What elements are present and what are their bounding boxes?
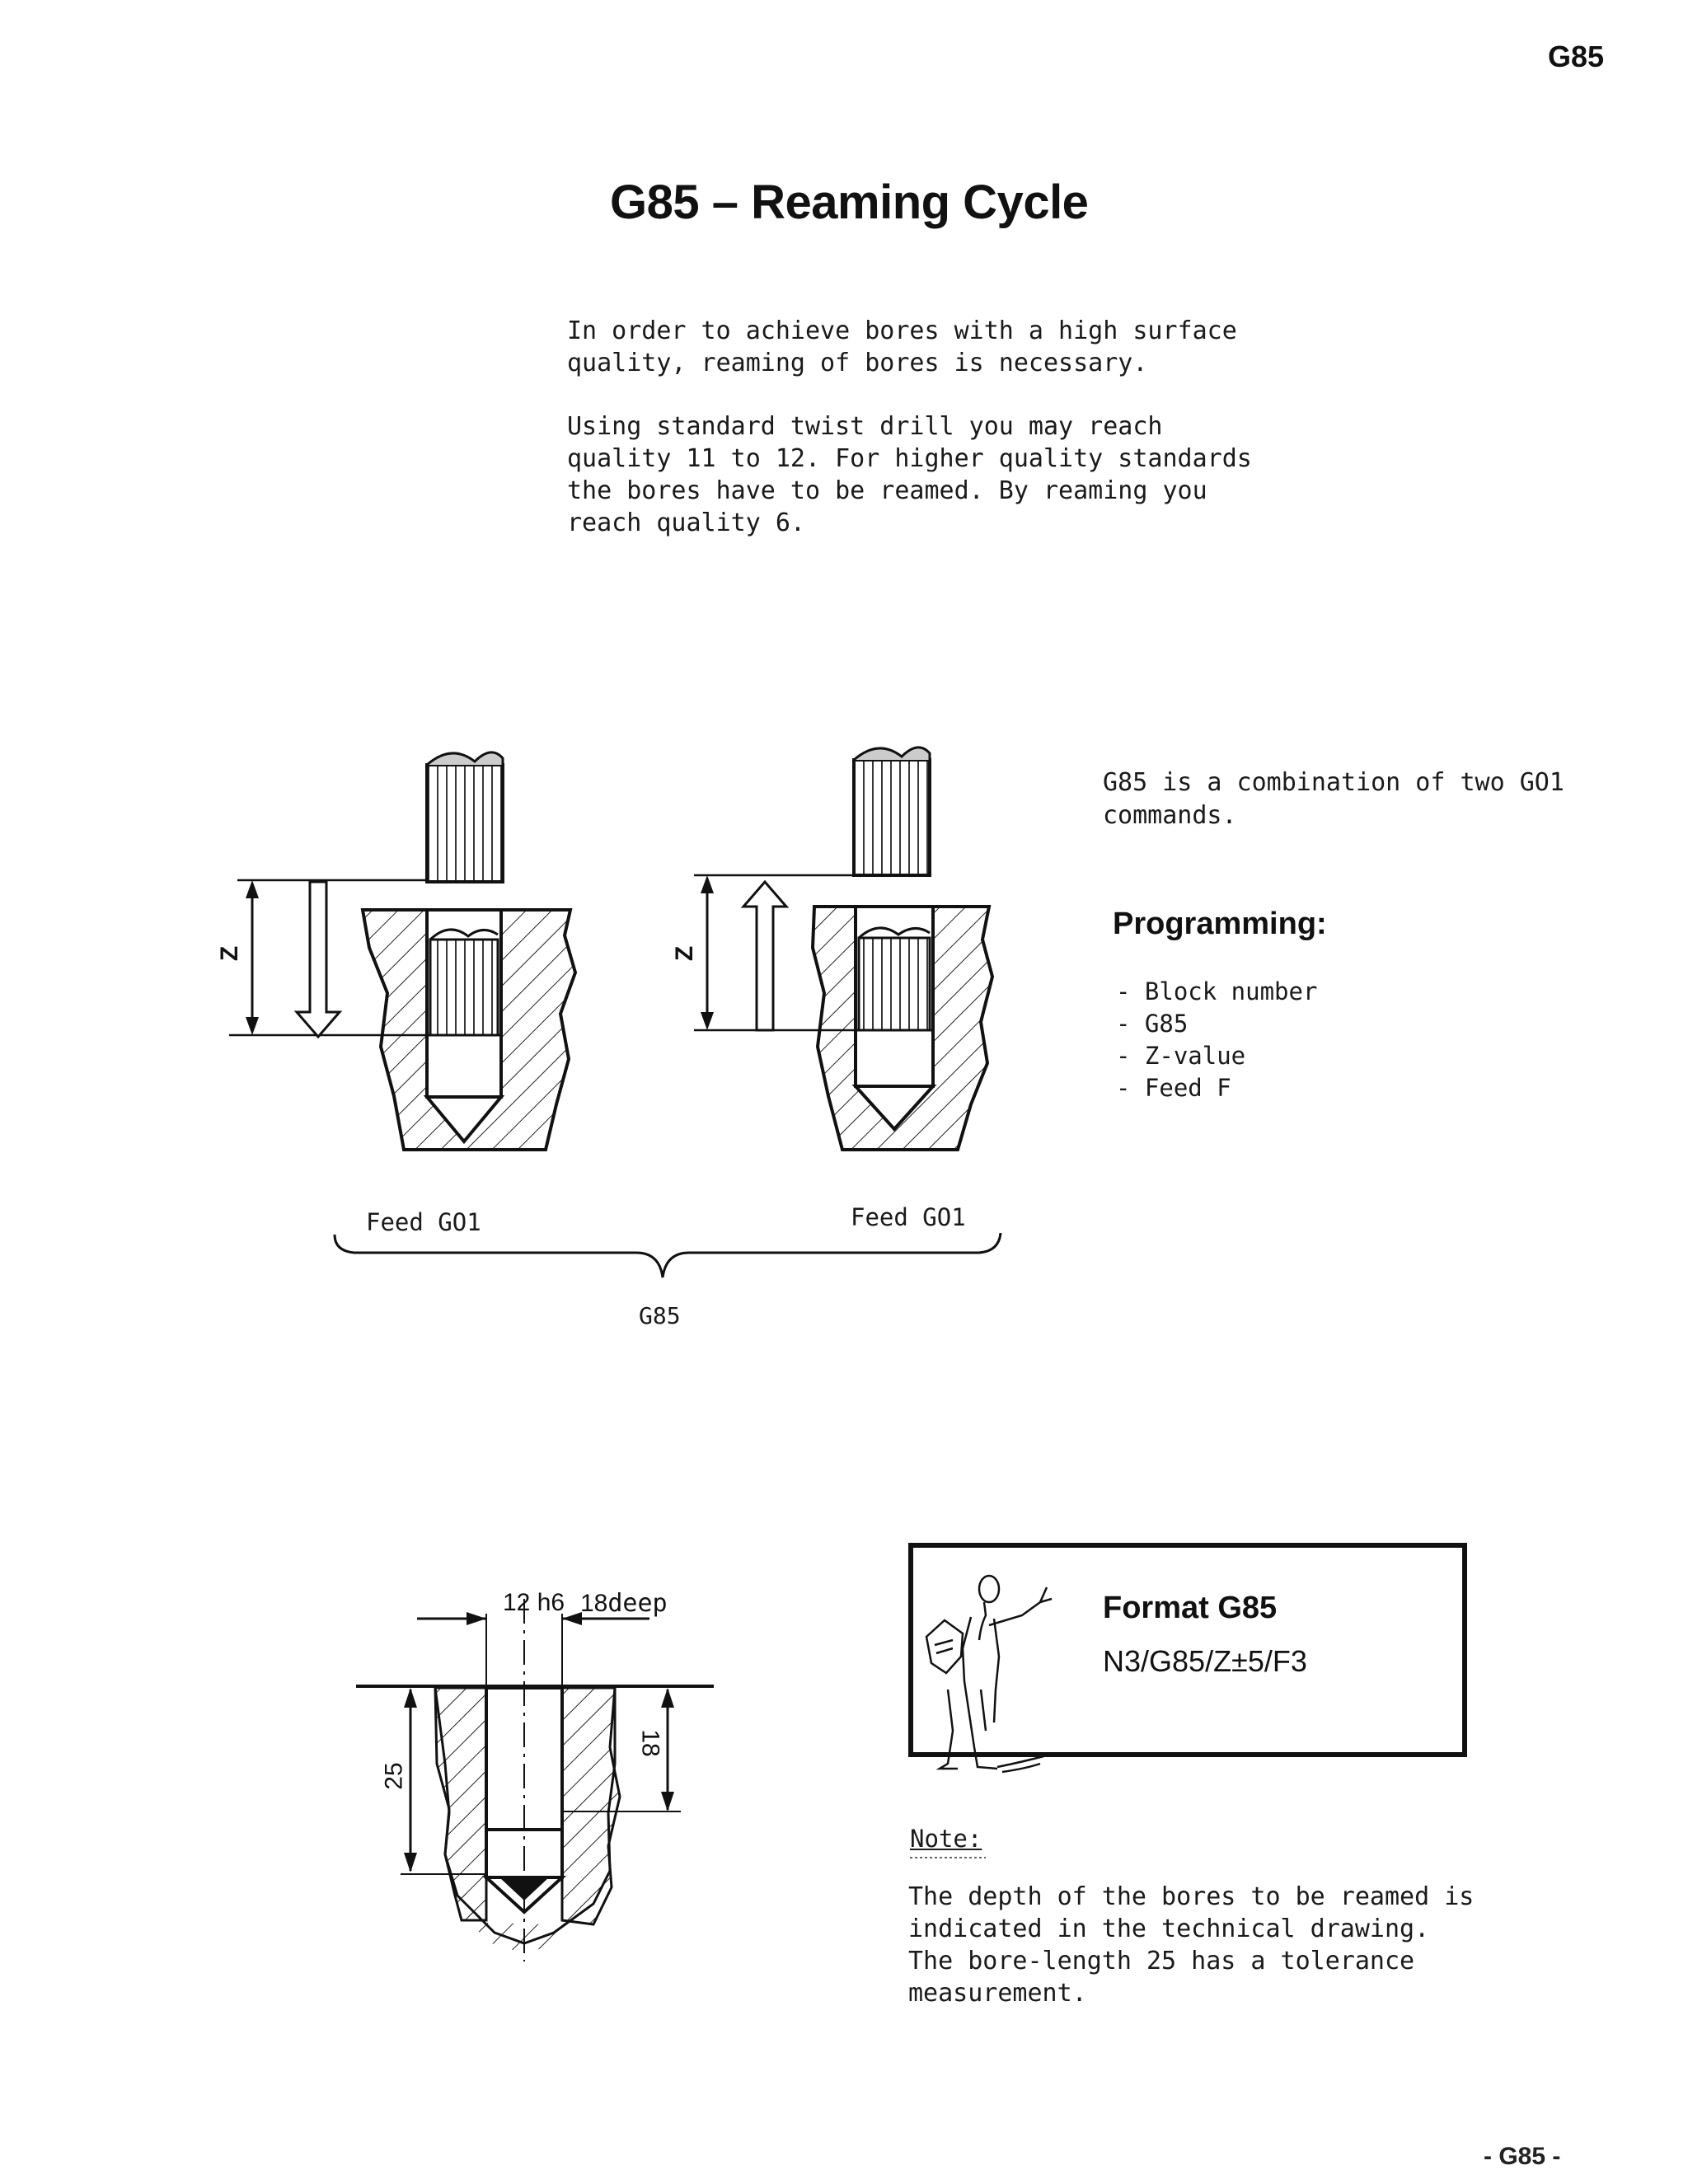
combination-text [1103,766,1564,832]
text-line: the bores have to be reamed. By reaming you [567,476,1207,505]
arrow-down-icon [297,882,340,1037]
depth-number: 18 [580,1590,608,1617]
text-line: quality, reaming of bores is necessary. [567,349,1148,377]
reamer-above-left [427,765,503,882]
diagram-feed-in [229,752,575,1150]
note-body [908,1881,1474,2009]
depth-word: deep [607,1589,668,1618]
format-code: N3/G85/Z±5/F3 [1103,1644,1307,1678]
reamer-in-bore [430,940,498,1035]
arrow-up-icon [743,882,786,1030]
z-dimension-label-right: Z [671,945,699,962]
text-line: The bore-length 25 has a tolerance [908,1947,1415,1975]
format-title: Format G85 [1103,1591,1278,1625]
list-item: - Feed F [1116,1074,1231,1102]
brace [335,1233,1001,1277]
brace-label: G85 [639,1302,681,1329]
dimension-18-label: 18 [636,1729,664,1757]
list-item: - G85 [1116,1010,1189,1038]
dimension-25-label: 25 [380,1762,408,1790]
feed-label-left: Feed GO1 [366,1208,481,1236]
text-line: In order to achieve bores with a high surface [567,316,1237,345]
text-line: reach quality 6. [567,509,805,537]
programming-list [1116,976,1317,1104]
programming-heading: Programming: [1113,907,1327,941]
text-line: quality 11 to 12. For higher quality standards [567,444,1252,473]
footer-page-mark: - G85 - [1484,2143,1561,2170]
dimension-depth-label [580,1589,668,1618]
text-line: commands. [1103,801,1237,830]
text-line: The depth of the bores to be reamed is [908,1882,1475,1911]
dimensioned-bore-drawing [356,1599,714,1961]
feed-label-right: Feed GO1 [851,1203,966,1231]
text-line: measurement. [908,1979,1087,2008]
list-item: - Z-value [1116,1042,1246,1070]
page-title: G85 – Reaming Cycle [610,176,1089,229]
list-item: - Block number [1116,977,1318,1005]
z-dimension-label-left: Z [216,945,244,962]
reamer-in-bore-right [859,938,930,1030]
dimension-diameter-label: 12 h6 [503,1589,565,1616]
diagram-retract [694,748,992,1150]
note-heading: Note: [910,1825,982,1853]
page-code: G85 [1548,40,1605,73]
reamer-above-right [854,760,930,875]
text-line: Using standard twist drill you may reach [567,412,1163,441]
text-line: indicated in the technical drawing. [908,1915,1430,1943]
text-line: G85 is a combination of two GO1 [1103,768,1564,797]
